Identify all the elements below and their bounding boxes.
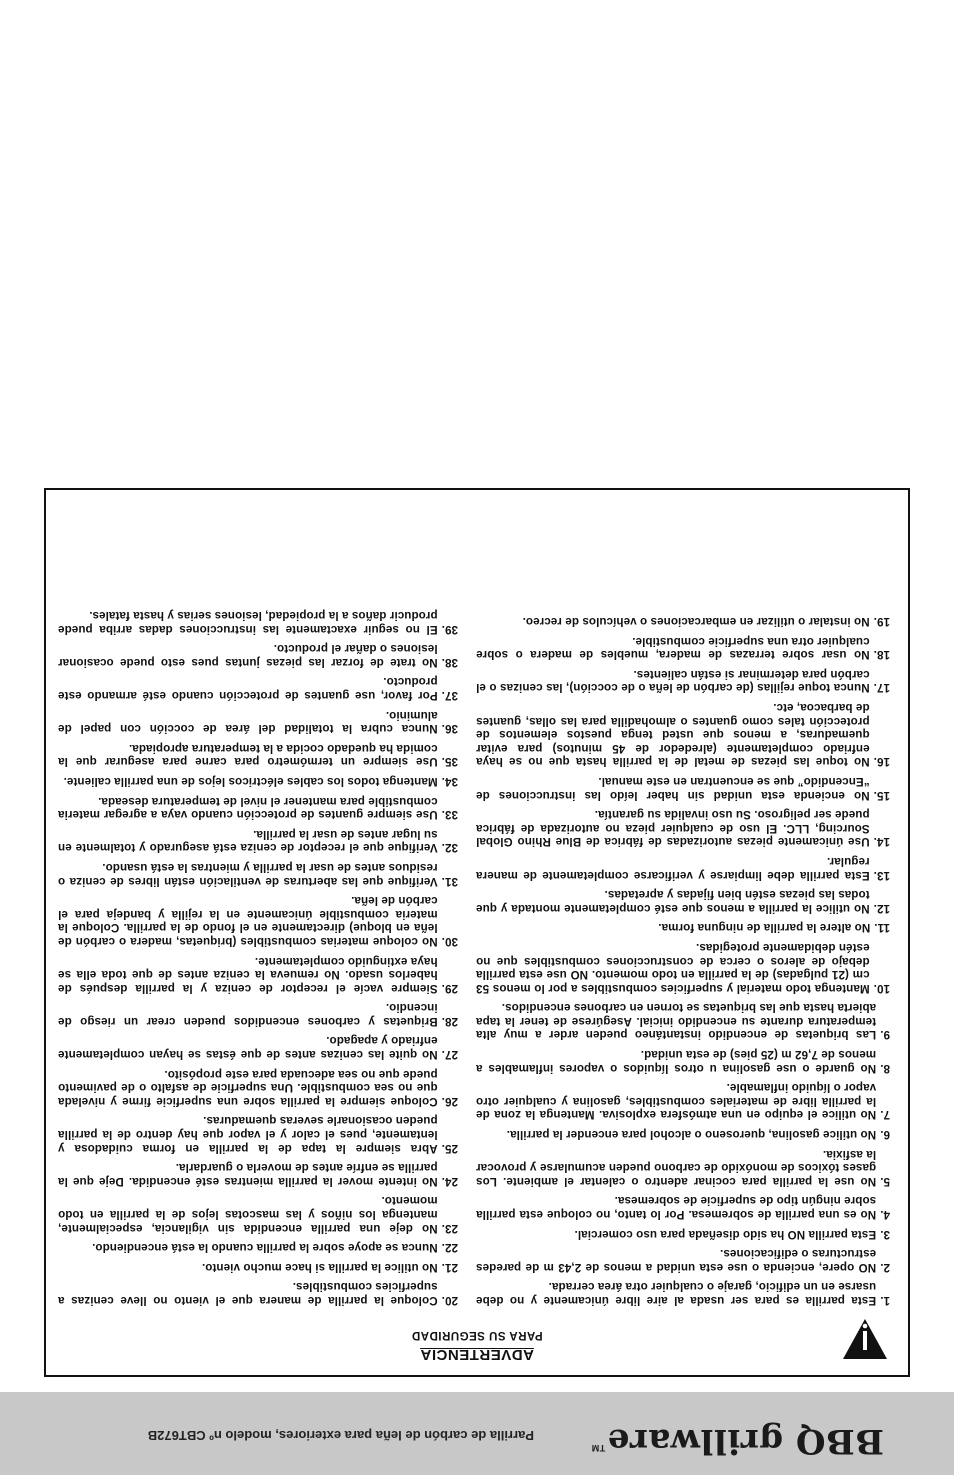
warning-item	[58, 675, 458, 702]
warning-item	[58, 1280, 458, 1307]
item-text: Por favor, use guantes de protección cuando esté armando este producto.	[58, 675, 438, 703]
item-text: No altere la parrilla de ninguna forma.	[658, 921, 871, 935]
warning-item	[476, 921, 890, 935]
item-text: Nunca se apoye sobre la parrilla cuando la está encendiendo.	[92, 1241, 438, 1255]
warning-item	[58, 1067, 458, 1108]
item-text: No instalar o utilizar en embarcaciones o vehículos de recreo.	[522, 615, 870, 629]
item-text: No utilice la parrilla si hace mucho viento.	[201, 1260, 438, 1274]
warning-item	[476, 1247, 890, 1274]
item-text: Mantenga todos los cables eléctricos lejos de una parrilla caliente.	[63, 775, 438, 788]
warning-item	[476, 1194, 890, 1221]
item-text: No usar sobre terrazas de madera, muebles de madera o sobre cualquier otra una superficie combustible.	[476, 634, 870, 662]
warning-item	[476, 940, 890, 994]
item-number: 37.	[441, 689, 458, 703]
brand-logo	[591, 1411, 884, 1461]
item-text: Mantenga todo material y superficies combustibles a por lo menos 53 cm (21 pulgadas) de la parrilla en todo momento. NO use esta parrilla debajo de aleros o cerca de construcciones combustibles que no estén debidamente protegidas.	[476, 940, 870, 995]
item-number: 35.	[441, 755, 458, 769]
item-text: Abra siempre la tapa de la parrilla en forma cuidadosa y lentamente, pues el calor y el vapor que hay dentro de la parrilla pueden ocasionarle severas quemaduras.	[58, 1114, 438, 1155]
warning-item	[58, 1260, 458, 1274]
item-text: No coloque materias combustibles (briquetas, madera o carbón de leña en bloque) directamente en el fondo de la parrilla. Coloque la materia combustible únicamente en la rejilla y bandeja para el carbón de leña.	[58, 894, 438, 948]
item-number: 28.	[441, 1014, 458, 1028]
header-banner	[0, 1392, 954, 1475]
item-text: No guarde o use gasolina u otros líquidos o vapores inflamables a menos de 7,62 m (25 pies) de esta unidad.	[476, 1048, 877, 1075]
warning-item	[476, 888, 890, 915]
item-number: 16.	[873, 755, 890, 769]
warning-item	[58, 1114, 458, 1155]
warning-item	[476, 1127, 890, 1141]
warning-item	[476, 614, 890, 628]
warning-title: ADVERTENCIA	[420, 1346, 534, 1363]
item-number: 27.	[441, 1048, 458, 1062]
item-text: No deje una parrilla encendida sin vigilancia, especialmente, mantenga los niños y las mascotas lejos de la parrilla en todo momento.	[58, 1194, 438, 1235]
item-number: 38.	[441, 655, 458, 669]
warning-item	[476, 667, 890, 694]
warning-item	[476, 854, 890, 881]
item-text: Coloque siempre la parrilla sobre una superficie firme y nivelada que no sea combustible. Una superficie de asfalto o de pavimento puede que no sea adecuada para este propósito.	[58, 1067, 438, 1108]
warning-item	[58, 708, 458, 735]
warning-item	[58, 827, 458, 854]
item-text: Esta parrilla es para ser usada al aire libre únicamente y no debe usarse en un edificio, garaje o cualquier otra área cerrada.	[476, 1280, 877, 1307]
item-number: 8.	[880, 1061, 890, 1075]
item-text: Verifique que el receptor de ceniza está asegurado y totalmente en su lugar antes de usar la parrilla.	[58, 827, 438, 855]
item-number: 29.	[441, 981, 458, 995]
item-number: 18.	[873, 648, 890, 662]
warning-item	[58, 608, 458, 635]
trademark-mark: TM	[591, 1443, 606, 1453]
item-number: 26.	[441, 1094, 458, 1108]
item-text: Verifique que las aberturas de ventilación están libres de ceniza o residuos antes de usar la parrilla y mientras la está usando.	[58, 860, 438, 888]
item-number: 2.	[880, 1260, 890, 1274]
warning-item	[58, 1161, 458, 1188]
item-text: Las briquetas de encendido instantáneo pueden arder a muy alta temperatura durante su encendido inicial. Asegúrese de tener la tapa abierta hasta que las briquetas se tornen en carbones encendidos.	[476, 1001, 877, 1042]
warning-subtitle: PARA SU SEGURIDAD	[411, 1329, 543, 1341]
item-number: 33.	[441, 808, 458, 822]
item-text: Coloque la parrilla de manera que el viento no lleve cenizas a superficies combustibles.	[58, 1280, 438, 1307]
item-text: Nunca toque rejillas (de carbón de leña o de cocción), las cenizas o el carbón para determinar si están calientes.	[476, 667, 870, 695]
item-number: 30.	[441, 934, 458, 948]
item-text: No utilice gasolina, queroseno o alcohol para encender la parrilla.	[506, 1128, 877, 1142]
item-number: 15.	[873, 788, 890, 802]
item-text: No trate de forzar las piezas juntas pues esto puede ocasionar lesiones o dañar el producto.	[58, 642, 438, 669]
item-text: Esta parrilla debe limpiarse y verificarse completamente de manera regular.	[476, 854, 870, 882]
item-text: Siempre vacíe el receptor de ceniza y la parrilla después de haberlos usado. No remueva la ceniza antes de que toda ella se haya extinguido completamente.	[58, 954, 438, 995]
item-number: 13.	[873, 868, 890, 882]
item-text: Briquetas y carbones encendidos pueden crear un riesgo de incendio.	[58, 1001, 438, 1028]
item-text: Use siempre guantes de protección cuando vaya a agregar materia combustible para mantener el nivel de temperatura deseada.	[58, 794, 438, 822]
item-number: 9.	[880, 1028, 890, 1042]
warning-item	[476, 774, 890, 801]
item-number: 23.	[441, 1221, 458, 1235]
item-text: No use la parrilla para cocinar adentro o calentar el ambiente. Los gases tóxicos de monóxido de carbono pueden acumularse y provocar la asfixia.	[476, 1147, 877, 1188]
warning-item	[58, 794, 458, 821]
logo-text: BBQ grillware	[607, 1421, 884, 1461]
item-number: 19.	[873, 615, 890, 629]
item-number: 34.	[441, 775, 458, 788]
item-number: 5.	[880, 1174, 890, 1188]
warning-item	[58, 894, 458, 948]
warning-item	[58, 1034, 458, 1061]
warning-box	[44, 488, 910, 1377]
item-number: 3.	[880, 1227, 890, 1241]
item-number: 32.	[441, 841, 458, 855]
item-number: 25.	[441, 1141, 458, 1155]
warning-item	[476, 634, 890, 661]
item-text: NO opere, encienda o use esta unidad a menos de 2,43 m de paredes estructuras o edificaciones.	[476, 1247, 877, 1274]
item-text: No toque las piezas de metal de la parrilla hasta que no se haya enfriado completamente (alrededor de 45 minutos) para evitar quemaduras, a menos que usted tenga puestos elementos de protección tales como guantes o almohadilla para las ollas, guantes de barbacoa, etc.	[476, 701, 870, 769]
item-text: No quite las cenizas antes de que éstas se hayan completamente enfriado y apagado.	[58, 1034, 438, 1062]
item-text: Use únicamente piezas autorizadas de fábrica de Blue Rhino Global Sourcing, LLC. El uso de cualquier pieza no autorizada de fábrica puede ser peligroso. Su uso invalida su garantía.	[476, 808, 870, 849]
warning-item	[476, 1001, 890, 1042]
item-number: 12.	[873, 901, 890, 915]
item-number: 1.	[880, 1294, 890, 1307]
item-text: No intente mover la parrilla mientras esté encendida. Deje que la parrilla se enfríe antes de moverla o guardarla.	[58, 1161, 438, 1188]
warning-item	[58, 774, 458, 788]
warning-item	[476, 1048, 890, 1075]
warning-item	[58, 1001, 458, 1028]
item-text: No utilice la parrilla a menos que esté completamente montada y que todas las piezas estén bien fijadas y apretadas.	[476, 888, 870, 915]
warning-item	[476, 1227, 890, 1241]
item-text: Esta parrilla NO ha sido diseñada para uso comercial.	[574, 1227, 877, 1241]
item-text: No encienda esta unidad sin haber leído las instrucciones de “Encendido” que se encuentran en este manual.	[476, 775, 870, 802]
item-text: Use siempre un termómetro para carne para asegurar que la comida ha quedado cocida a la temperatura apropiada.	[58, 741, 438, 769]
item-number: 20.	[441, 1294, 458, 1307]
warning-item	[58, 860, 458, 887]
item-number: 36.	[441, 722, 458, 736]
warning-item	[476, 1280, 890, 1307]
item-text: Nunca cubra la totalidad del área de cocción con papel de aluminio.	[58, 708, 438, 736]
item-number: 31.	[441, 874, 458, 888]
warning-item	[476, 700, 890, 768]
item-text: El no seguir exactamente las instrucciones dadas arriba puede producir daños a la propiedad, lesiones serias y hasta fatales.	[58, 609, 438, 636]
item-text: No es una parrilla de sobremesa. Por lo tanto, no coloque esta parrilla sobre ningún tipo de superficie de sobremesa.	[476, 1194, 877, 1222]
item-number: 11.	[874, 921, 890, 935]
item-number: 17.	[873, 681, 890, 695]
item-number: 21.	[441, 1260, 458, 1274]
warning-list-right	[58, 602, 458, 1307]
warning-list-left	[476, 608, 890, 1307]
item-number: 22.	[441, 1241, 458, 1255]
warning-item	[58, 642, 458, 669]
warning-item	[58, 741, 458, 768]
warning-item	[476, 1147, 890, 1188]
warning-item	[58, 1194, 458, 1235]
item-number: 24.	[441, 1174, 458, 1188]
item-number: 14.	[873, 835, 890, 849]
warning-item	[58, 954, 458, 995]
warning-item	[58, 1241, 458, 1255]
item-number: 6.	[880, 1128, 890, 1142]
item-text: No utilice el equipo en una atmósfera explosiva. Mantenga la zona de la parrilla libre de materiales combustibles, gasolina y cualquier otro vapor o líquido inflamable.	[476, 1081, 877, 1122]
item-number: 7.	[880, 1108, 890, 1122]
warning-item	[476, 1081, 890, 1122]
warning-item	[476, 808, 890, 849]
item-number: 4.	[880, 1208, 890, 1222]
item-number: 10.	[873, 981, 890, 995]
product-subtitle: Parrilla de carbón de leña para exteriores, modelo nº CBT672B	[147, 1428, 534, 1443]
item-number: 39.	[441, 622, 458, 636]
